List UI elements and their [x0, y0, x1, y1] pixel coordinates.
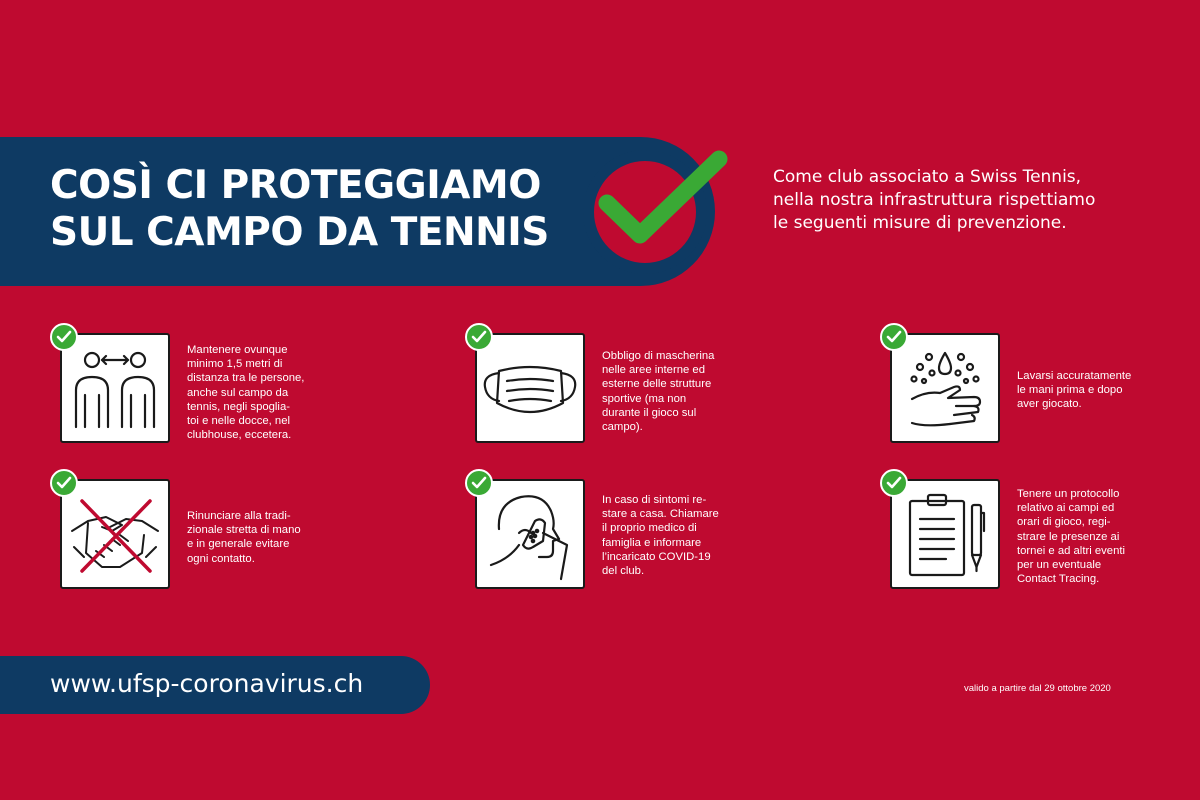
no-handshake-icon-box: [60, 479, 170, 589]
rule-check-icon: [50, 323, 78, 351]
valid-from-note: valido a partire dal 29 ottobre 2020: [964, 683, 1111, 694]
rule-text: [187, 509, 337, 566]
rule-line: durante il gioco sul: [602, 406, 697, 419]
intro-text: [773, 166, 1173, 235]
rule-line: sportive (ma non: [602, 392, 687, 405]
handwash-icon-box: [890, 333, 1000, 443]
intro-line-3: le seguenti misure di prevenzione.: [773, 213, 1067, 233]
checkmark-icon: [595, 145, 730, 255]
rule-line: zionale stretta di mano: [187, 524, 301, 537]
rule-line: toi e nelle docce, nel: [187, 415, 290, 428]
handwash-icon: [892, 335, 998, 441]
rule-line: Mantenere ovunque: [187, 344, 288, 356]
rule-line: tornei e ad altri eventi: [1017, 544, 1126, 557]
rule-line: campo).: [602, 421, 643, 434]
rule-line: Contact Tracing.: [1017, 573, 1100, 586]
rule-line: famiglia e informare: [602, 536, 702, 549]
rule-line: In caso di sintomi re-: [602, 494, 707, 506]
rule-line: strare le presenze ai: [1017, 530, 1120, 543]
rule-line: clubhouse, eccetera.: [187, 429, 292, 442]
rule-text: [187, 343, 337, 442]
rule-line: tennis, negli spoglia-: [187, 400, 290, 413]
mask-icon-box: [475, 333, 585, 443]
rule-check-icon: [880, 323, 908, 351]
rule-line: e in generale evitare: [187, 538, 290, 551]
mask-icon: [477, 335, 583, 441]
distance-icon: [62, 335, 168, 441]
rule-line: esterne delle strutture: [602, 378, 712, 391]
rule-text: [1017, 369, 1167, 412]
rule-text: [602, 349, 752, 434]
rule-line: stare a casa. Chiamare: [602, 508, 719, 521]
title-line-1: COSÌ CI PROTEGGIAMO: [50, 163, 541, 208]
symptoms-icon-box: [475, 479, 585, 589]
rule-check-icon: [465, 469, 493, 497]
rule-line: nelle aree interne ed: [602, 364, 706, 377]
rule-line: distanza tra le persone,: [187, 372, 305, 385]
rule-line: orari di gioco, regi-: [1017, 516, 1111, 529]
rule-text: [602, 493, 752, 578]
rule-line: ogni contatto.: [187, 552, 255, 565]
title-line-2: SUL CAMPO DA TENNIS: [50, 210, 549, 255]
intro-line-2: nella nostra infrastruttura rispettiamo: [773, 190, 1096, 210]
rule-line: minimo 1,5 metri di: [187, 358, 283, 371]
rule-check-icon: [880, 469, 908, 497]
rule-line: Rinunciare alla tradi-: [187, 510, 291, 522]
rule-line: il proprio medico di: [602, 522, 697, 535]
intro-line-1: Come club associato a Swiss Tennis,: [773, 167, 1082, 187]
rule-line: Obbligo di mascherina: [602, 350, 715, 362]
symptoms-phone-icon: [477, 481, 583, 587]
rule-line: aver giocato.: [1017, 398, 1082, 411]
rule-line: Lavarsi accuratamente: [1017, 370, 1132, 382]
rule-line: del club.: [602, 565, 645, 578]
rule-line: l’incaricato COVID-19: [602, 550, 711, 563]
rule-line: relativo ai campi ed: [1017, 502, 1115, 515]
rule-line: Tenere un protocollo: [1017, 488, 1120, 500]
rule-line: le mani prima e dopo: [1017, 384, 1123, 397]
rule-line: per un eventuale: [1017, 559, 1102, 572]
website-link[interactable]: www.ufsp-coronavirus.ch: [50, 669, 364, 698]
rule-check-icon: [465, 323, 493, 351]
page-title: [50, 162, 549, 256]
rule-text: [1017, 487, 1167, 586]
rule-line: anche sul campo da: [187, 386, 289, 399]
clipboard-icon-box: [890, 479, 1000, 589]
no-handshake-icon: [62, 481, 168, 587]
distance-icon-box: [60, 333, 170, 443]
rule-check-icon: [50, 469, 78, 497]
clipboard-icon: [892, 481, 998, 587]
